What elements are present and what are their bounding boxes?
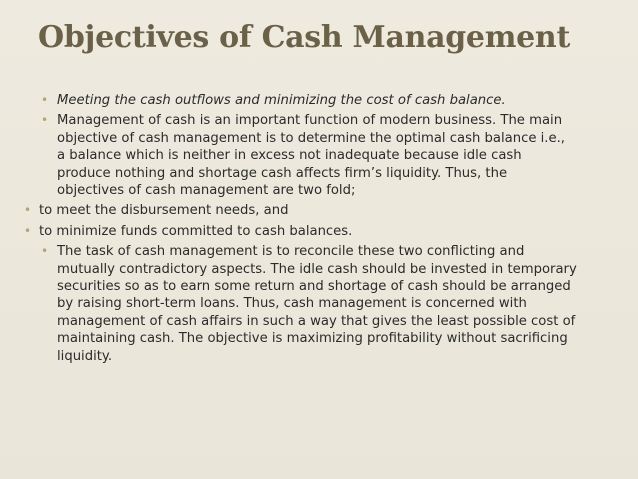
bullet-dot-icon: •: [24, 223, 32, 238]
bullet-dot-icon: •: [41, 113, 49, 128]
bullet-list: [0, 92, 638, 368]
bullet-text: to meet the disbursement needs, and: [39, 203, 289, 219]
bullet-item-2: [0, 112, 577, 199]
slide-title: Objectives of Cash Management: [38, 20, 571, 55]
bullet-item-5: [0, 243, 577, 365]
bullet-item-4: [0, 223, 579, 240]
bullet-item-1: [0, 92, 577, 109]
bullet-dot-icon: •: [41, 93, 49, 107]
bullet-item-3: [0, 202, 579, 219]
bullet-text: The task of cash management is to reconcile these two conflicting and mutually contradictory aspects. The idle cash should be invested in temporary securities so as to earn some return and shortage of cash should be arranged by raising short-term loans. Thus, cash management is concerned with management of cash affairs in such a way that gives the least possible cost of maintaining cash. The objective is maximizing profitability without sacrificing liquidity.: [57, 244, 577, 364]
bullet-dot-icon: •: [24, 203, 32, 218]
bullet-text: Management of cash is an important function of modern business. The main objective of cash management is to determine the optimal cash balance i.e., a balance which is neither in excess not inadequate because idle cash produce nothing and shortage cash affects firm’s liquidity. Thus, the objectives of cash management are two fold;: [57, 113, 565, 199]
bullet-text: Meeting the cash outflows and minimizing the cost of cash balance.: [57, 93, 506, 108]
bullet-text: to minimize funds committed to cash balances.: [39, 223, 353, 239]
bullet-dot-icon: •: [41, 244, 49, 259]
